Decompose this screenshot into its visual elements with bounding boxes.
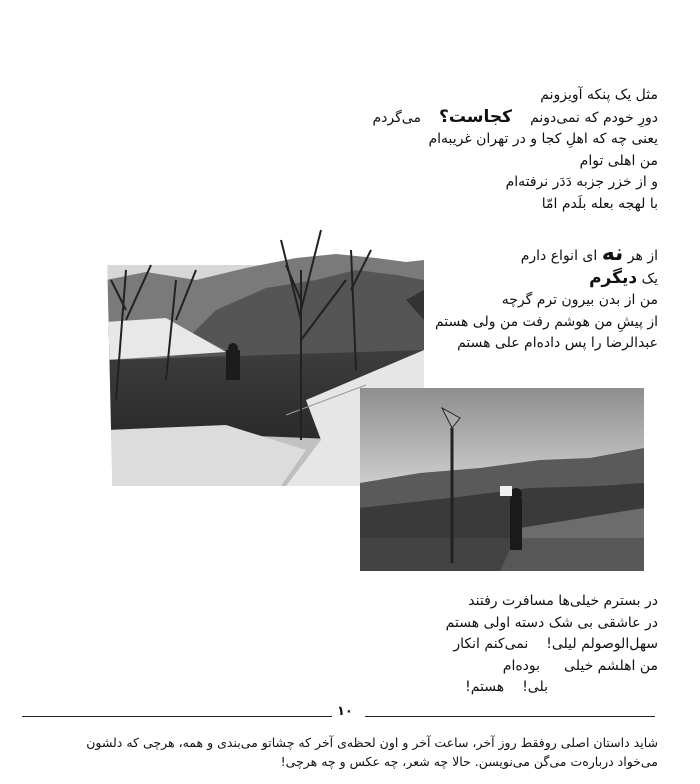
speaker-image: [360, 388, 644, 571]
poem-text: سهل‌الوصولم لیلی!: [546, 636, 658, 652]
poem-middle: [435, 243, 658, 355]
poem-line: مثل یک پنکه آویزونم: [540, 87, 658, 103]
poem-text: من اهلشم خیلی: [564, 657, 658, 674]
footnote-line: می‌خواد درباره‌ت می‌گن می‌نویسن. حالا چه شعر، چه عکس و چه هرچی!: [280, 754, 658, 769]
poem-line: و از خزر جزبه دَدَر نرفته‌ام: [505, 174, 658, 190]
poem-line: [446, 677, 548, 699]
poem-text: ای انواع دارم: [520, 248, 598, 264]
poem-line: عبدالرضا را پس داده‌ام علی هستم: [457, 335, 658, 351]
poem-line: [446, 634, 658, 656]
page-number: ۱۰: [337, 704, 353, 719]
poem-line: [372, 107, 658, 130]
poem-line: من اهلی توام: [579, 152, 658, 169]
poem-line: در بسترم خیلی‌ها مسافرت رفتند: [468, 593, 658, 609]
poem-bottom: [446, 591, 658, 699]
footnote-line: شاید داستان اصلی روفقط روز آخر، ساعت آخر و اون لحظه‌ی آخر که چشاتو می‌بندی و همه، هرچی که دلشون: [86, 735, 658, 750]
poem-text: هستم!: [465, 679, 505, 695]
poem-line: [435, 268, 658, 291]
poem-text: بلی!: [522, 679, 548, 695]
poem-line: با لهجه بعله بلَدم امّا: [541, 195, 658, 212]
poem-line: [446, 656, 658, 678]
poem-emphasis: نه: [601, 241, 624, 266]
poem-text: از هر: [627, 248, 658, 264]
poem-text: بوده‌ام: [502, 657, 541, 674]
footnote: [38, 733, 658, 771]
poem-text: نمی‌کنم انکار: [453, 636, 529, 652]
poem-text: می‌گردم: [372, 109, 421, 126]
speaker-photo: [360, 388, 644, 571]
footer-rule-right: [365, 716, 655, 717]
poem-line: از پیشِ من هوشم رفت من ولی هستم: [434, 313, 658, 330]
poem-line: [435, 243, 658, 268]
poem-emphasis: کجاست؟: [438, 106, 513, 127]
poem-top: [372, 85, 658, 215]
footer-rule-left: [22, 716, 332, 717]
poem-line: در عاشقی بی شک دسته اولی هستم: [445, 614, 658, 631]
poem-text: دورِ خودم که نمی‌دونم: [530, 109, 658, 126]
poem-line: یعنی چه که اهلِ کجا و در تهران غریبه‌ام: [428, 131, 658, 147]
poem-text: یک: [641, 270, 658, 287]
poem-line: من از بدن بیرون ترم گرچه: [501, 292, 658, 308]
poem-emphasis: دیگرم: [589, 267, 638, 288]
